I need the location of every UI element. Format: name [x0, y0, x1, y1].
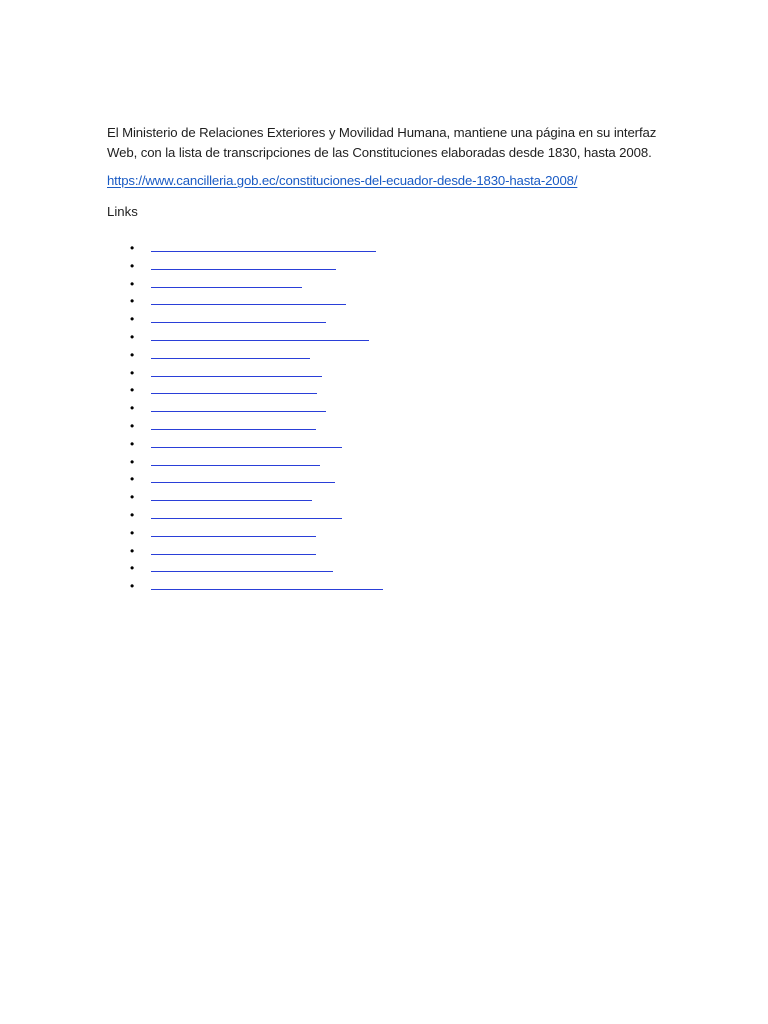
- bullet-icon: •: [130, 418, 135, 433]
- list-item: [132, 364, 432, 382]
- list-item: [132, 381, 432, 399]
- bullet-icon: •: [130, 436, 135, 451]
- bullet-icon: •: [130, 329, 135, 344]
- bullet-icon: •: [130, 294, 135, 309]
- bullet-icon: •: [130, 472, 135, 487]
- link-underline[interactable]: [151, 322, 326, 323]
- list-item: [132, 239, 432, 257]
- links-list: [132, 239, 432, 595]
- list-item: [132, 559, 432, 577]
- bullet-icon: •: [130, 401, 135, 416]
- bullet-icon: •: [130, 347, 135, 362]
- list-item: [132, 577, 432, 595]
- links-heading: Links: [107, 204, 138, 219]
- bullet-icon: •: [130, 365, 135, 380]
- link-underline[interactable]: [151, 482, 335, 483]
- link-underline[interactable]: [151, 269, 336, 270]
- bullet-icon: •: [130, 454, 135, 469]
- bullet-icon: •: [130, 561, 135, 576]
- list-item: [132, 310, 432, 328]
- list-item: [132, 453, 432, 471]
- bullet-icon: •: [130, 525, 135, 540]
- source-url-link[interactable]: https://www.cancilleria.gob.ec/constituciones-del-ecuador-desde-1830-hasta-2008/: [107, 173, 578, 188]
- bullet-icon: •: [130, 507, 135, 522]
- link-underline[interactable]: [151, 393, 317, 394]
- document-content: [107, 123, 667, 594]
- list-item: [132, 292, 432, 310]
- link-underline[interactable]: [151, 287, 302, 288]
- bullet-icon: •: [130, 258, 135, 273]
- list-item: [132, 470, 432, 488]
- link-underline[interactable]: [151, 447, 342, 448]
- link-underline[interactable]: [151, 465, 320, 466]
- list-item: [132, 435, 432, 453]
- intro-paragraph: El Ministerio de Relaciones Exteriores y Movilidad Humana, mantiene una página en su interfaz Web, con la lista de transcripciones de las Constituciones elaboradas desde 1830, hasta 2008.: [107, 125, 657, 160]
- link-underline[interactable]: [151, 358, 310, 359]
- bullet-icon: •: [130, 543, 135, 558]
- bullet-icon: •: [130, 276, 135, 291]
- list-item: [132, 257, 432, 275]
- list-item: [132, 275, 432, 293]
- list-item: [132, 346, 432, 364]
- link-underline[interactable]: [151, 411, 326, 412]
- bullet-icon: •: [130, 312, 135, 327]
- list-item: [132, 542, 432, 560]
- link-underline[interactable]: [151, 518, 342, 519]
- link-underline[interactable]: [151, 429, 316, 430]
- link-underline[interactable]: [151, 536, 316, 537]
- link-underline[interactable]: [151, 589, 383, 590]
- link-underline[interactable]: [151, 554, 316, 555]
- list-item: [132, 506, 432, 524]
- list-item: [132, 524, 432, 542]
- link-underline[interactable]: [151, 304, 346, 305]
- bullet-icon: •: [130, 490, 135, 505]
- link-underline[interactable]: [151, 571, 333, 572]
- link-underline[interactable]: [151, 340, 369, 341]
- bullet-icon: •: [130, 383, 135, 398]
- link-underline[interactable]: [151, 251, 376, 252]
- link-underline[interactable]: [151, 376, 322, 377]
- list-item: [132, 399, 432, 417]
- bullet-icon: •: [130, 579, 135, 594]
- list-item: [132, 417, 432, 435]
- list-item: [132, 328, 432, 346]
- link-underline[interactable]: [151, 500, 312, 501]
- list-item: [132, 488, 432, 506]
- bullet-icon: •: [130, 241, 135, 255]
